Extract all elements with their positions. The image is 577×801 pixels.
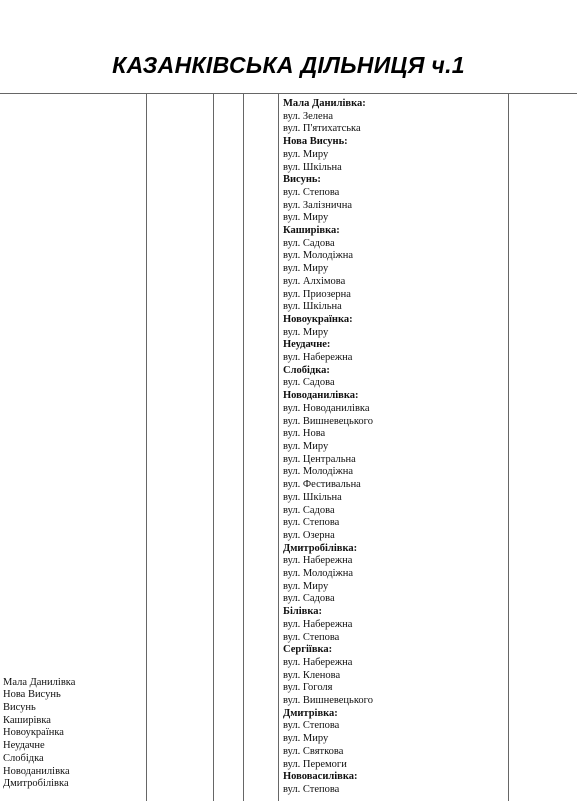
street-item: вул. Миру — [283, 580, 329, 592]
street-item: вул. Набережна — [283, 618, 353, 630]
street-list — [283, 98, 505, 797]
village-heading: Сергіївка: — [283, 644, 333, 656]
street-item: вул. Центральна — [283, 453, 356, 465]
street-item: вул. Вишневецького — [283, 695, 373, 707]
street-item: вул. Озерна — [283, 529, 335, 541]
settlement-item: Нова Висунь — [3, 689, 61, 701]
street-item: вул. Миру — [283, 440, 329, 452]
street-item: вул. Садова — [283, 377, 335, 389]
street-item: вул. Миру — [283, 326, 329, 338]
village-heading: Неудачне: — [283, 339, 331, 351]
street-item: вул. Набережна — [283, 656, 353, 668]
street-item: вул. Гоголя — [283, 682, 333, 694]
street-item: вул. Новоданилівка — [283, 402, 370, 414]
village-heading: Мала Данилівка: — [283, 98, 366, 109]
village-heading: Білівка: — [283, 606, 322, 618]
column-divider — [213, 94, 214, 801]
street-item: вул. Степова — [283, 186, 340, 198]
village-heading: Каширівка: — [283, 225, 340, 237]
street-item: вул. Перемоги — [283, 758, 347, 770]
village-heading: Слобідка: — [283, 364, 330, 376]
street-item: вул. Степова — [283, 783, 340, 795]
settlement-item: Дмитробілівка — [3, 778, 69, 790]
street-item: вул. Шкільна — [283, 161, 342, 173]
street-item: вул. Алхімова — [283, 275, 346, 287]
settlement-item: Новоданилівка — [3, 765, 70, 777]
street-item: вул. Садова — [283, 593, 335, 605]
street-item: вул. Степова — [283, 517, 340, 529]
district-table — [0, 93, 577, 801]
street-item: вул. Фестивальна — [283, 479, 361, 491]
street-item: вул. Миру — [283, 148, 329, 160]
village-heading: Дмитробілівка: — [283, 542, 358, 554]
street-item: вул. Миру — [283, 263, 329, 275]
street-item: вул. Степова — [283, 631, 340, 643]
street-item: вул. Молодіжна — [283, 250, 354, 262]
village-heading: Нововасилівка: — [283, 771, 358, 783]
settlement-list — [3, 677, 143, 791]
street-item: вул. Шкільна — [283, 301, 342, 313]
street-item: вул. Степова — [283, 720, 340, 732]
street-item: вул. Приозерна — [283, 288, 351, 300]
street-item: вул. Молодіжна — [283, 568, 354, 580]
settlement-item: Новоукраїнка — [3, 727, 64, 739]
column-divider — [243, 94, 244, 801]
street-item: вул. Зелена — [283, 110, 333, 122]
street-item: вул. Садова — [283, 504, 335, 516]
settlement-item: Каширівка — [3, 714, 51, 726]
street-item: вул. Садова — [283, 237, 335, 249]
street-item: вул. Набережна — [283, 555, 353, 567]
street-item: вул. Кленова — [283, 669, 341, 681]
street-item: вул. Шкільна — [283, 491, 342, 503]
settlement-item: Висунь — [3, 702, 36, 714]
street-item: вул. Вишневецького — [283, 415, 373, 427]
column-divider — [278, 94, 279, 801]
village-heading: Нова Висунь: — [283, 136, 348, 148]
street-item: вул. Миру — [283, 212, 329, 224]
street-item: вул. Миру — [283, 733, 329, 745]
street-item: вул. Святкова — [283, 745, 344, 757]
village-heading: Висунь: — [283, 174, 321, 186]
village-heading: Новоданилівка: — [283, 390, 359, 402]
street-item: вул. Нова — [283, 428, 326, 440]
column-divider — [146, 94, 147, 801]
page-title: КАЗАНКІВСЬКА ДІЛЬНИЦЯ ч.1 — [112, 52, 465, 78]
street-item: вул. Набережна — [283, 352, 353, 364]
village-heading: Новоукраїнка: — [283, 313, 353, 325]
settlement-item: Слобідка — [3, 752, 44, 764]
street-item: вул. П'ятихатська — [283, 123, 361, 135]
settlement-item: Неудачне — [3, 740, 45, 752]
settlement-item: Мала Данилівка — [3, 676, 76, 688]
column-divider — [508, 94, 509, 801]
street-item: вул. Залізнична — [283, 199, 352, 211]
village-heading: Дмитрівка: — [283, 707, 338, 719]
street-item: вул. Молодіжна — [283, 466, 354, 478]
